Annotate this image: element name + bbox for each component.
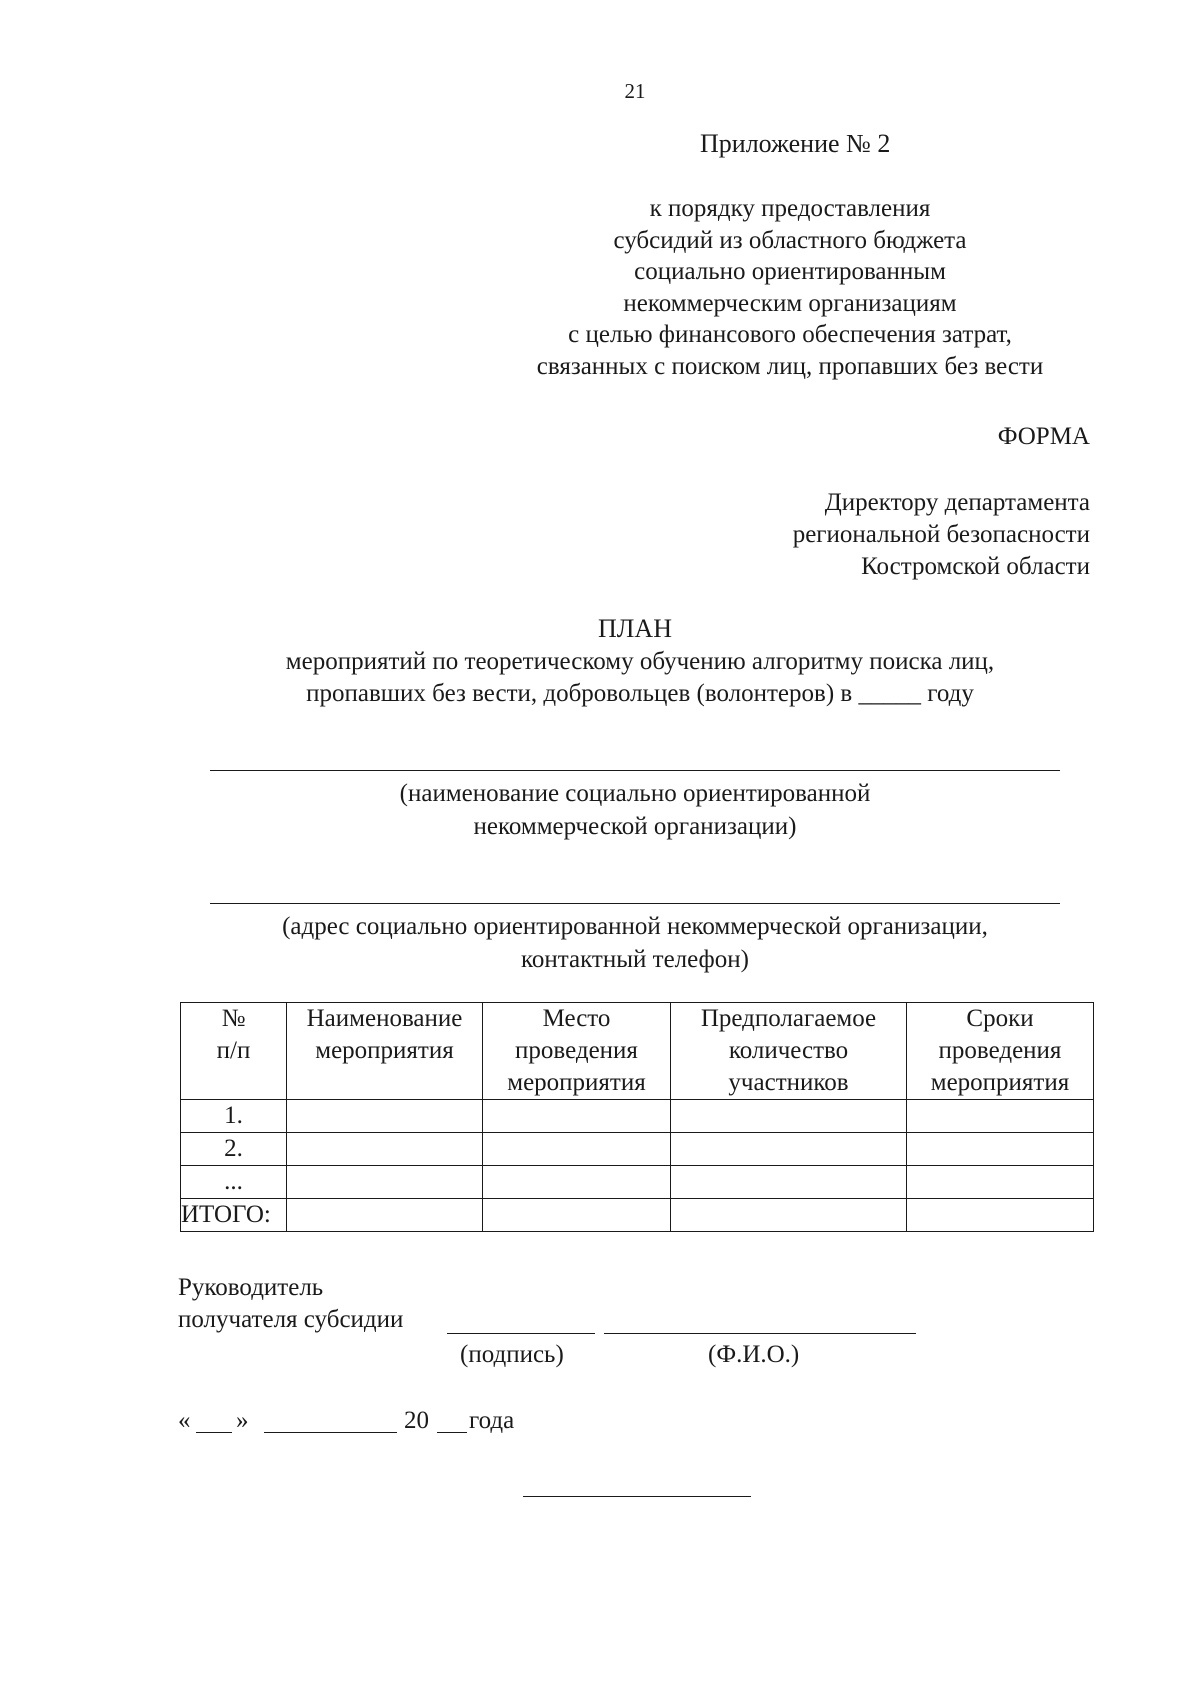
fio-fill-line[interactable] [604,1333,916,1334]
table-cell[interactable] [671,1133,907,1166]
table-cell[interactable] [483,1199,671,1232]
date-open-quote: « [178,1407,191,1434]
table-cell[interactable] [483,1100,671,1133]
table-cell[interactable] [671,1166,907,1199]
header-line: проведения [515,1037,638,1064]
appendix-title: Приложение № 2 [700,129,891,158]
header-line: п/п [216,1037,251,1064]
plan-subtitle [200,646,1080,710]
signature-fill-line[interactable] [447,1333,595,1334]
addressee-line: региональной безопасности [792,521,1090,548]
date-month-fill-line[interactable] [264,1432,397,1433]
date-suffix: года [469,1407,515,1434]
appendix-subtitle [480,193,1100,382]
page-number: 21 [624,79,646,103]
table-row [181,1166,1094,1199]
events-table [180,1002,1094,1232]
header-line: участников [728,1069,849,1096]
form-label: ФОРМА [997,423,1090,450]
org-name-fill-line[interactable] [210,770,1060,771]
appendix-subtitle-line: субсидий из областного бюджета [613,226,967,254]
plan-subtitle-line: пропавших без вести, добровольцев (волонтеров) в _____ году [306,680,974,707]
date-year-fill-line[interactable] [437,1432,467,1433]
signature-caption: (подпись) [460,1341,564,1368]
org-address-caption-line: контактный телефон) [521,946,749,973]
header-line: Сроки [966,1005,1034,1032]
plan-title: ПЛАН [598,614,672,643]
appendix-subtitle-line: связанных с поиском лиц, пропавших без вести [536,352,1044,380]
header-line: количество [728,1037,849,1064]
head-label-line: получателя субсидии [178,1306,404,1333]
fio-caption: (Ф.И.О.) [708,1341,800,1368]
addressee-line: Костромской области [861,553,1090,580]
header-line: проведения [938,1037,1062,1064]
header-number [181,1003,287,1100]
date-close-quote: » [236,1407,249,1434]
date-year-prefix: 20 [404,1407,429,1434]
table-cell[interactable] [907,1199,1094,1232]
table-row [181,1100,1094,1133]
table-cell[interactable] [671,1100,907,1133]
head-label [178,1272,403,1336]
org-address-caption-line: (адрес социально ориентированной некоммерческой организации, [282,913,988,940]
appendix-subtitle-line: к порядку предоставления [649,195,931,222]
header-line: Наименование [306,1005,463,1032]
appendix-subtitle-line: некоммерческим организациям [623,289,957,317]
plan-subtitle-line: мероприятий по теоретическому обучению алгоритму поиска лиц, [285,648,995,675]
appendix-subtitle-line: с целью финансового обеспечения затрат, [568,321,1012,348]
total-label-cell: ИТОГО: [181,1199,287,1232]
table-cell[interactable] [287,1133,483,1166]
org-address-fill-line[interactable] [210,903,1060,904]
table-cell[interactable] [483,1166,671,1199]
table-cell[interactable] [907,1100,1094,1133]
header-line: мероприятия [507,1069,646,1096]
date-day-fill-line[interactable] [196,1432,232,1433]
addressee-block [793,487,1090,583]
table-row [181,1133,1094,1166]
header-line: Место [542,1005,611,1032]
end-divider [523,1496,751,1497]
header-line: Предполагаемое [700,1005,877,1032]
table-cell[interactable] [907,1166,1094,1199]
header-line: мероприятия [315,1037,454,1064]
table-cell[interactable] [907,1133,1094,1166]
row-number-cell: 2. [181,1133,287,1166]
org-name-caption-line: (наименование социально ориентированной [399,780,871,807]
addressee-line: Директору департамента [824,489,1090,516]
table-cell[interactable] [287,1100,483,1133]
header-line: мероприятия [930,1069,1070,1096]
header-event-place [483,1003,671,1100]
header-participants [671,1003,907,1100]
table-total-row [181,1199,1094,1232]
header-event-name [287,1003,483,1100]
table-cell[interactable] [483,1133,671,1166]
row-number-cell: 1. [181,1100,287,1133]
row-number-cell: ... [181,1166,287,1199]
org-name-caption-line: некоммерческой организации) [473,813,797,840]
table-cell[interactable] [287,1166,483,1199]
table-cell[interactable] [671,1199,907,1232]
header-dates [907,1003,1094,1100]
org-address-caption [190,910,1080,976]
header-line: № [221,1005,246,1032]
table-header-row [181,1003,1094,1100]
table-cell[interactable] [287,1199,483,1232]
org-name-caption [210,777,1060,843]
head-label-line: Руководитель [178,1274,324,1301]
appendix-subtitle-line: социально ориентированным [634,258,946,285]
